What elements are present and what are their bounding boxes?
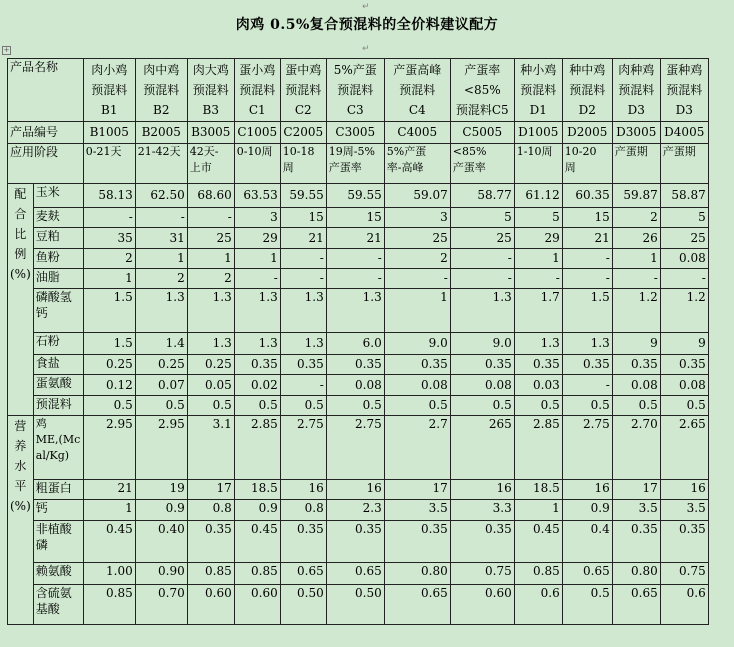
ingredient-label: 预混料 <box>33 396 83 416</box>
product-code-cell: C5005 <box>450 122 514 144</box>
ingredient-label: 鱼粉 <box>33 249 83 269</box>
formula-value-cell: 0.02 <box>234 375 280 396</box>
formula-value-cell: 0.12 <box>83 375 135 396</box>
nutrition-value-cell: 0.35 <box>660 521 708 563</box>
formula-value-cell: 15 <box>326 208 384 228</box>
formula-value-cell: 2 <box>612 208 660 228</box>
formula-row <box>8 249 709 269</box>
nutrition-value-cell: 0.45 <box>514 521 562 563</box>
nutrition-group-label: 营养水平(%) <box>8 416 34 625</box>
formula-value-cell: 0.08 <box>612 375 660 396</box>
nutrition-value-cell: 1 <box>514 500 562 521</box>
formula-value-cell: 59.87 <box>612 184 660 208</box>
paragraph-mark: ↵ <box>362 44 370 54</box>
formula-value-cell: 15 <box>280 208 326 228</box>
nutrition-value-cell: 0.50 <box>280 585 326 625</box>
formula-value-cell: 3 <box>234 208 280 228</box>
nutrition-value-cell: 0.75 <box>660 563 708 585</box>
nutrition-row <box>8 480 709 500</box>
formula-value-cell: - <box>326 269 384 289</box>
formula-row <box>8 289 709 333</box>
formula-value-cell: 0.35 <box>384 355 450 375</box>
formula-value-cell: 2 <box>83 249 135 269</box>
nutrition-value-cell: 0.50 <box>326 585 384 625</box>
nutrition-value-cell: 0.85 <box>234 563 280 585</box>
nutrition-value-cell: 0.35 <box>450 521 514 563</box>
formula-value-cell: 0.25 <box>187 355 234 375</box>
product-code-cell: D3005 <box>612 122 660 144</box>
formula-value-cell: - <box>660 269 708 289</box>
formula-value-cell: 0.5 <box>450 396 514 416</box>
nutrition-value-cell: 16 <box>326 480 384 500</box>
nutrition-value-cell: 0.65 <box>562 563 612 585</box>
formula-value-cell: 62.50 <box>135 184 187 208</box>
formula-value-cell: 1 <box>187 249 234 269</box>
formula-value-cell: 1.3 <box>562 333 612 355</box>
formula-value-cell: 68.60 <box>187 184 234 208</box>
formula-value-cell: - <box>326 249 384 269</box>
product-name-label: 产品名称 <box>8 59 84 122</box>
formula-value-cell: 1.3 <box>187 289 234 333</box>
formula-row <box>8 396 709 416</box>
formula-value-cell: 0.25 <box>135 355 187 375</box>
product-code-cell: C3005 <box>326 122 384 144</box>
column-header: 肉种鸡 预混料 D3 <box>612 59 660 122</box>
ingredient-label: 食盐 <box>33 355 83 375</box>
formula-value-cell: 0.35 <box>612 355 660 375</box>
stage-cell: 0-10周 <box>234 144 280 184</box>
nutrition-value-cell: 0.4 <box>562 521 612 563</box>
nutrition-row <box>8 416 709 480</box>
nutrition-value-cell: 16 <box>450 480 514 500</box>
ingredient-label: 麦麸 <box>33 208 83 228</box>
formula-value-cell: - <box>280 375 326 396</box>
nutrition-row <box>8 563 709 585</box>
nutrition-value-cell: 16 <box>562 480 612 500</box>
codes-label: 产品编号 <box>8 122 84 144</box>
formula-value-cell: 0.5 <box>135 396 187 416</box>
product-code-cell: D2005 <box>562 122 612 144</box>
nutrition-value-cell: 2.75 <box>326 416 384 480</box>
nutrient-label: 钙 <box>33 500 83 521</box>
formula-value-cell: 5 <box>514 208 562 228</box>
formula-value-cell: 25 <box>187 228 234 249</box>
nutrient-label: 含硫氨 基酸 <box>33 585 83 625</box>
formula-value-cell: - <box>234 269 280 289</box>
nutrition-value-cell: 0.85 <box>514 563 562 585</box>
nutrition-value-cell: 0.35 <box>280 521 326 563</box>
ingredient-label: 玉米 <box>33 184 83 208</box>
formula-row <box>8 228 709 249</box>
nutrition-value-cell: 0.85 <box>83 585 135 625</box>
formula-value-cell: 1 <box>514 249 562 269</box>
nutrition-value-cell: 2.95 <box>83 416 135 480</box>
formula-value-cell: 1.2 <box>612 289 660 333</box>
nutrition-value-cell: 265 <box>450 416 514 480</box>
ingredient-label: 豆粕 <box>33 228 83 249</box>
formula-value-cell: 21 <box>562 228 612 249</box>
formula-value-cell: 1.3 <box>234 289 280 333</box>
formula-value-cell: 1 <box>234 249 280 269</box>
formula-value-cell: 35 <box>83 228 135 249</box>
nutrition-row <box>8 585 709 625</box>
nutrition-value-cell: 0.5 <box>562 585 612 625</box>
formula-row <box>8 355 709 375</box>
stage-row <box>8 144 709 184</box>
formula-value-cell: 0.5 <box>562 396 612 416</box>
formula-value-cell: 9 <box>612 333 660 355</box>
nutrition-value-cell: 0.8 <box>280 500 326 521</box>
nutrition-value-cell: 18.5 <box>234 480 280 500</box>
nutrition-value-cell: 3.1 <box>187 416 234 480</box>
formula-value-cell: - <box>562 375 612 396</box>
ingredient-label: 蛋氨酸 <box>33 375 83 396</box>
column-header: 5%产蛋 预混料 C3 <box>326 59 384 122</box>
formula-value-cell: 0.5 <box>234 396 280 416</box>
formula-value-cell: 0.08 <box>450 375 514 396</box>
formula-value-cell: 1.5 <box>562 289 612 333</box>
formula-row <box>8 269 709 289</box>
formula-value-cell: 0.08 <box>384 375 450 396</box>
formula-value-cell: 5 <box>660 208 708 228</box>
formula-value-cell: 1 <box>612 249 660 269</box>
formula-value-cell: 26 <box>612 228 660 249</box>
stage-cell: 产蛋期 <box>660 144 708 184</box>
formula-value-cell: 0.5 <box>280 396 326 416</box>
stage-cell: 42天- 上市 <box>187 144 234 184</box>
stage-cell: 5%产蛋 率-高峰 <box>384 144 450 184</box>
formula-value-cell: 1.3 <box>187 333 234 355</box>
formula-value-cell: 1.3 <box>234 333 280 355</box>
formula-value-cell: 0.5 <box>660 396 708 416</box>
product-code-cell: B3005 <box>187 122 234 144</box>
formula-value-cell: 58.87 <box>660 184 708 208</box>
nutrition-value-cell: 0.6 <box>514 585 562 625</box>
formula-value-cell: 63.53 <box>234 184 280 208</box>
nutrition-value-cell: 16 <box>280 480 326 500</box>
nutrition-value-cell: 2.85 <box>514 416 562 480</box>
stage-cell: 21-42天 <box>135 144 187 184</box>
formula-value-cell: 0.35 <box>280 355 326 375</box>
formula-row <box>8 333 709 355</box>
formula-value-cell: 0.5 <box>384 396 450 416</box>
nutrition-value-cell: 3.3 <box>450 500 514 521</box>
nutrition-value-cell: 17 <box>612 480 660 500</box>
formula-row <box>8 208 709 228</box>
formula-value-cell: 1.5 <box>83 333 135 355</box>
column-header: 种小鸡 预混料 D1 <box>514 59 562 122</box>
nutrition-value-cell: 0.60 <box>450 585 514 625</box>
formula-value-cell: 29 <box>514 228 562 249</box>
product-code-cell: C2005 <box>280 122 326 144</box>
formula-value-cell: 1 <box>135 249 187 269</box>
product-code-cell: B2005 <box>135 122 187 144</box>
nutrition-value-cell: 0.45 <box>234 521 280 563</box>
column-header: 产蛋高峰 预混料 C4 <box>384 59 450 122</box>
nutrition-value-cell: 2.7 <box>384 416 450 480</box>
stage-cell: 1-10周 <box>514 144 562 184</box>
formula-value-cell: 29 <box>234 228 280 249</box>
column-header: 肉小鸡 预混料 B1 <box>83 59 135 122</box>
formula-value-cell: - <box>612 269 660 289</box>
formula-value-cell: 31 <box>135 228 187 249</box>
nutrition-value-cell: 2.75 <box>280 416 326 480</box>
product-code-cell: B1005 <box>83 122 135 144</box>
nutrition-value-cell: 3.5 <box>612 500 660 521</box>
formula-value-cell: 0.08 <box>326 375 384 396</box>
nutrition-value-cell: 2.95 <box>135 416 187 480</box>
nutrition-value-cell: 0.60 <box>187 585 234 625</box>
nutrition-value-cell: 18.5 <box>514 480 562 500</box>
nutrition-value-cell: 0.90 <box>135 563 187 585</box>
formula-value-cell: - <box>514 269 562 289</box>
nutrition-value-cell: 0.35 <box>187 521 234 563</box>
formula-value-cell: 1.3 <box>514 333 562 355</box>
paragraph-mark: ↵ <box>362 2 370 12</box>
formula-value-cell: 0.5 <box>612 396 660 416</box>
nutrition-value-cell: 0.65 <box>280 563 326 585</box>
formula-value-cell: 1.3 <box>450 289 514 333</box>
formula-value-cell: 0.35 <box>450 355 514 375</box>
column-header: 肉中鸡 预混料 B2 <box>135 59 187 122</box>
nutrition-value-cell: 17 <box>384 480 450 500</box>
formula-value-cell: - <box>450 249 514 269</box>
formula-value-cell: 21 <box>326 228 384 249</box>
formula-value-cell: - <box>187 208 234 228</box>
nutrition-value-cell: 0.70 <box>135 585 187 625</box>
formula-value-cell: 0.5 <box>514 396 562 416</box>
formula-value-cell: 61.12 <box>514 184 562 208</box>
nutrient-label: 粗蛋白 <box>33 480 83 500</box>
formula-value-cell: 2 <box>187 269 234 289</box>
nutrient-label: 非植酸 磷 <box>33 521 83 563</box>
nutrition-value-cell: 1 <box>83 500 135 521</box>
nutrition-value-cell: 1.00 <box>83 563 135 585</box>
formula-value-cell: 1.5 <box>83 289 135 333</box>
nutrition-value-cell: 0.60 <box>234 585 280 625</box>
nutrition-value-cell: 0.35 <box>384 521 450 563</box>
formula-value-cell: 1.2 <box>660 289 708 333</box>
formula-value-cell: 9.0 <box>450 333 514 355</box>
formula-value-cell: - <box>562 249 612 269</box>
ingredient-label: 石粉 <box>33 333 83 355</box>
nutrition-value-cell: 2.75 <box>562 416 612 480</box>
nutrition-value-cell: 0.9 <box>234 500 280 521</box>
formula-row <box>8 184 709 208</box>
formula-value-cell: - <box>83 208 135 228</box>
nutrition-value-cell: 2.65 <box>660 416 708 480</box>
column-header: 产蛋率 <85% 预混料C5 <box>450 59 514 122</box>
ingredient-label: 油脂 <box>33 269 83 289</box>
formula-value-cell: 59.07 <box>384 184 450 208</box>
formula-value-cell: 1.3 <box>280 333 326 355</box>
page-title: 肉鸡 0.5%复合预混料的全价料建议配方 <box>235 17 499 33</box>
stage-cell: 10-20 周 <box>562 144 612 184</box>
formula-value-cell: 6.0 <box>326 333 384 355</box>
nutrition-value-cell: 0.80 <box>612 563 660 585</box>
formula-value-cell: 3 <box>384 208 450 228</box>
formula-value-cell: 1 <box>384 289 450 333</box>
formula-value-cell: 0.03 <box>514 375 562 396</box>
header-row <box>8 59 709 122</box>
stage-cell: 产蛋期 <box>612 144 660 184</box>
formula-table <box>7 58 709 625</box>
column-header: 种中鸡 预混料 D2 <box>562 59 612 122</box>
nutrition-value-cell: 3.5 <box>660 500 708 521</box>
formula-value-cell: 25 <box>660 228 708 249</box>
nutrient-label: 赖氨酸 <box>33 563 83 585</box>
formula-value-cell: - <box>280 269 326 289</box>
formula-value-cell: 1.3 <box>135 289 187 333</box>
nutrition-value-cell: 0.65 <box>326 563 384 585</box>
formula-value-cell: 5 <box>450 208 514 228</box>
formula-value-cell: - <box>384 269 450 289</box>
nutrition-value-cell: 0.8 <box>187 500 234 521</box>
formula-value-cell: 0.25 <box>83 355 135 375</box>
nutrition-value-cell: 0.65 <box>384 585 450 625</box>
formula-value-cell: 0.08 <box>660 375 708 396</box>
column-header: 蛋种鸡 预混料 D3 <box>660 59 708 122</box>
codes-row <box>8 122 709 144</box>
formula-value-cell: 0.08 <box>660 249 708 269</box>
product-code-cell: C4005 <box>384 122 450 144</box>
column-header: 蛋小鸡 预混料 C1 <box>234 59 280 122</box>
ingredient-label: 磷酸氢 钙 <box>33 289 83 333</box>
formula-value-cell: 58.77 <box>450 184 514 208</box>
formula-value-cell: 25 <box>384 228 450 249</box>
product-code-cell: C1005 <box>234 122 280 144</box>
stage-cell: 19周-5% 产蛋率 <box>326 144 384 184</box>
formula-value-cell: 1.3 <box>280 289 326 333</box>
formula-value-cell: 9.0 <box>384 333 450 355</box>
formula-value-cell: 1.7 <box>514 289 562 333</box>
nutrition-value-cell: 19 <box>135 480 187 500</box>
stage-label: 应用阶段 <box>8 144 84 184</box>
formula-value-cell: 21 <box>280 228 326 249</box>
nutrition-value-cell: 16 <box>660 480 708 500</box>
nutrition-value-cell: 0.65 <box>612 585 660 625</box>
nutrition-value-cell: 0.35 <box>612 521 660 563</box>
formula-value-cell: 0.35 <box>562 355 612 375</box>
nutrient-label: 鸡 ME,(Mc al/Kg) <box>33 416 83 480</box>
nutrition-value-cell: 17 <box>187 480 234 500</box>
formula-value-cell: 0.35 <box>326 355 384 375</box>
formula-value-cell: 59.55 <box>280 184 326 208</box>
column-header: 蛋中鸡 预混料 C2 <box>280 59 326 122</box>
nutrition-value-cell: 0.40 <box>135 521 187 563</box>
formula-value-cell: 0.35 <box>514 355 562 375</box>
formula-value-cell: 25 <box>450 228 514 249</box>
formula-value-cell: - <box>280 249 326 269</box>
stage-cell: <85% 产蛋率 <box>450 144 514 184</box>
nutrition-row <box>8 521 709 563</box>
formula-value-cell: 58.13 <box>83 184 135 208</box>
nutrition-value-cell: 0.9 <box>135 500 187 521</box>
formula-value-cell: - <box>135 208 187 228</box>
formula-value-cell: 0.5 <box>83 396 135 416</box>
formula-value-cell: 2 <box>135 269 187 289</box>
nutrition-value-cell: 0.45 <box>83 521 135 563</box>
formula-value-cell: - <box>562 269 612 289</box>
formula-value-cell: 9 <box>660 333 708 355</box>
formula-value-cell: 1.3 <box>326 289 384 333</box>
product-code-cell: D4005 <box>660 122 708 144</box>
stage-cell: 10-18 周 <box>280 144 326 184</box>
formula-value-cell: 2 <box>384 249 450 269</box>
formula-value-cell: 60.35 <box>562 184 612 208</box>
nutrition-value-cell: 2.85 <box>234 416 280 480</box>
nutrition-value-cell: 3.5 <box>384 500 450 521</box>
formula-value-cell: 0.35 <box>234 355 280 375</box>
nutrition-value-cell: 0.85 <box>187 563 234 585</box>
product-code-cell: D1005 <box>514 122 562 144</box>
formula-row <box>8 375 709 396</box>
table-move-handle-icon[interactable]: + <box>3 46 10 54</box>
formula-value-cell: 59.55 <box>326 184 384 208</box>
formula-value-cell: 0.07 <box>135 375 187 396</box>
formula-value-cell: 0.05 <box>187 375 234 396</box>
nutrition-value-cell: 0.35 <box>326 521 384 563</box>
stage-cell: 0-21天 <box>83 144 135 184</box>
formula-value-cell: 0.5 <box>187 396 234 416</box>
nutrition-value-cell: 2.3 <box>326 500 384 521</box>
formula-value-cell: 1.4 <box>135 333 187 355</box>
nutrition-value-cell: 21 <box>83 480 135 500</box>
formula-value-cell: 0.5 <box>326 396 384 416</box>
formula-value-cell: - <box>450 269 514 289</box>
nutrition-value-cell: 0.80 <box>384 563 450 585</box>
formula-group-label: 配合比例(%) <box>8 184 34 416</box>
nutrition-value-cell: 0.9 <box>562 500 612 521</box>
formula-value-cell: 1 <box>83 269 135 289</box>
formula-value-cell: 15 <box>562 208 612 228</box>
formula-value-cell: 0.35 <box>660 355 708 375</box>
column-header: 肉大鸡 预混料 B3 <box>187 59 234 122</box>
nutrition-value-cell: 0.6 <box>660 585 708 625</box>
nutrition-value-cell: 2.70 <box>612 416 660 480</box>
nutrition-row <box>8 500 709 521</box>
nutrition-value-cell: 0.75 <box>450 563 514 585</box>
